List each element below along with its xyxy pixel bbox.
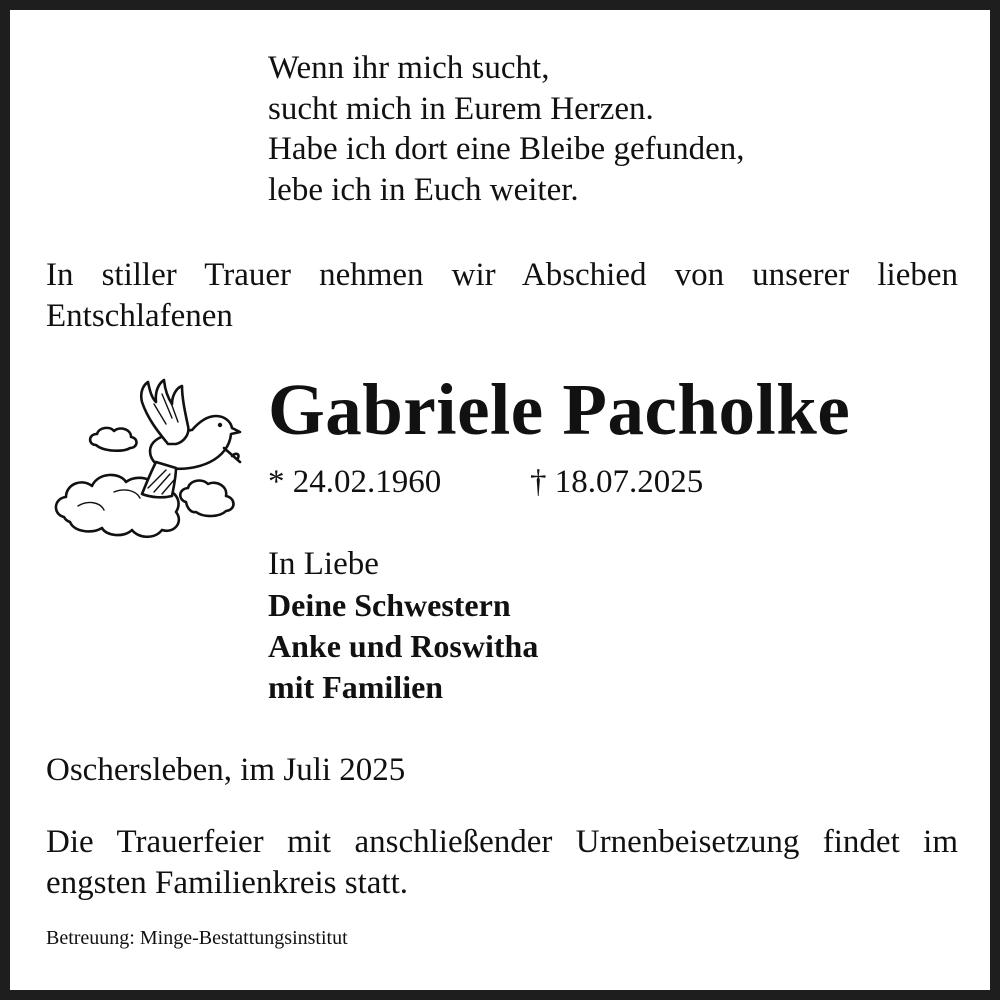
poem-line: sucht mich in Eurem Herzen.: [268, 90, 654, 127]
place-and-date: Oschersleben, im Juli 2025: [46, 752, 406, 788]
dove-on-clouds-icon: [44, 372, 244, 542]
signoff-line: mit Familien: [268, 669, 444, 705]
ceremony-text: Die Trauerfeier mit anschließender Urnenbeisetzung findet im engsten Familienkreis statt.: [46, 824, 958, 901]
poem-line: Wenn ihr mich sucht,: [268, 50, 550, 86]
signoff-lead: In Liebe: [268, 546, 379, 582]
poem: [268, 48, 745, 210]
intro-text: In stiller Trauer nehmen wir Abschied von unserer lieben Entschlafenen: [46, 257, 958, 334]
signoff-line: Anke und Roswitha: [268, 628, 539, 664]
signoff-line: Deine Schwestern: [268, 587, 511, 623]
funeral-home-credit: Betreuung: Minge-Bestattungsinstitut: [46, 927, 348, 949]
death-date: † 18.07.2025: [530, 464, 704, 500]
poem-line: Habe ich dort eine Bleibe gefunden,: [268, 131, 745, 167]
deceased-name: Gabriele Pacholke: [268, 369, 851, 450]
birth-date: * 24.02.1960: [268, 464, 442, 500]
signoff: [268, 544, 538, 708]
poem-line: lebe ich in Euch weiter.: [268, 171, 579, 208]
